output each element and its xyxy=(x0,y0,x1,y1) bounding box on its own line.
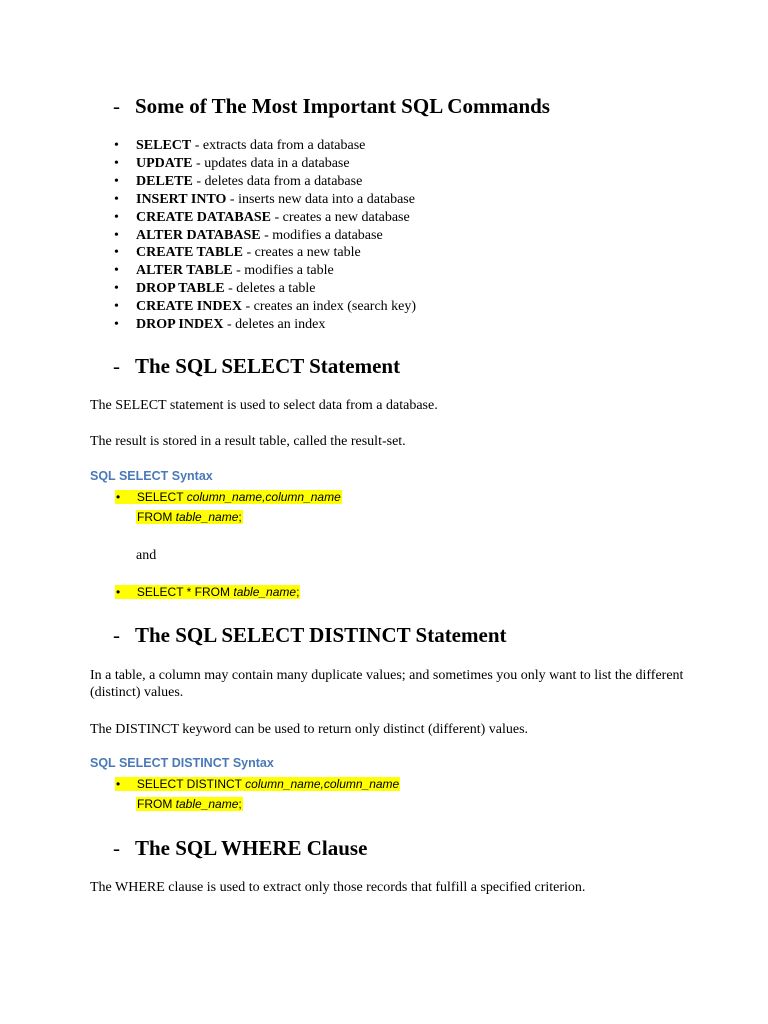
command-keyword: DELETE xyxy=(136,173,193,189)
command-keyword: CREATE INDEX xyxy=(136,299,242,315)
heading-text: Some of The Most Important SQL Commands xyxy=(135,94,550,118)
command-keyword: DROP TABLE xyxy=(136,281,225,297)
where-description: The WHERE clause is used to extract only those records that fulfill a specified criterion. xyxy=(90,880,586,895)
command-list-item xyxy=(112,227,416,245)
command-description: - updates data in a database xyxy=(192,155,350,171)
keyword-select-all: SELECT * FROM xyxy=(136,585,231,599)
command-keyword: SELECT xyxy=(136,138,192,153)
keyword-from: FROM xyxy=(137,797,173,811)
keyword-select-distinct: SELECT DISTINCT xyxy=(136,777,242,791)
command-keyword: ALTER TABLE xyxy=(136,263,233,279)
command-list-item xyxy=(112,191,416,209)
distinct-syntax-code xyxy=(115,774,400,814)
heading-text: The SQL SELECT Statement xyxy=(135,354,401,378)
command-description: - inserts new data into a database xyxy=(226,191,415,207)
command-description: - deletes data from a database xyxy=(192,173,363,189)
argument-table: table_name xyxy=(233,585,297,599)
argument-columns: column_name,column_name xyxy=(245,777,400,791)
select-result-description: The result is stored in a result table, called the result-set. xyxy=(90,434,406,449)
heading-select-distinct xyxy=(113,622,507,648)
keyword-from: FROM xyxy=(137,510,173,524)
bullet-icon: • xyxy=(116,490,121,504)
command-list-item xyxy=(112,262,416,280)
command-list xyxy=(112,137,416,334)
command-description: - creates an index (search key) xyxy=(241,299,417,315)
command-list-item xyxy=(112,155,416,173)
command-description: - creates a new table xyxy=(242,245,361,261)
command-description: - deletes an index xyxy=(223,317,326,333)
command-list-item xyxy=(112,173,416,191)
select-syntax-code xyxy=(115,487,342,527)
code-line-1 xyxy=(115,490,342,504)
heading-dash: - xyxy=(113,623,120,647)
heading-where-clause xyxy=(113,835,367,861)
select-syntax-label: SQL SELECT Syntax xyxy=(90,469,213,483)
code-terminator: ; xyxy=(238,510,242,524)
command-keyword: CREATE TABLE xyxy=(136,245,243,261)
code-line-2 xyxy=(136,510,243,524)
argument-columns: column_name,column_name xyxy=(186,490,341,504)
command-list-item xyxy=(112,298,416,316)
command-keyword: DROP INDEX xyxy=(136,317,224,333)
heading-sql-commands xyxy=(113,93,550,119)
code-terminator: ; xyxy=(296,585,300,599)
command-list-item xyxy=(112,209,416,227)
code-line-2 xyxy=(136,797,243,811)
heading-text: The SQL WHERE Clause xyxy=(135,836,368,860)
code-line-1 xyxy=(115,777,400,791)
bullet-icon: • xyxy=(116,585,121,599)
code-line-3 xyxy=(115,585,300,599)
and-text: and xyxy=(136,548,157,563)
argument-table: table_name xyxy=(175,797,239,811)
select-all-syntax-code xyxy=(115,582,300,602)
command-list-item xyxy=(112,244,416,262)
command-list-item xyxy=(112,137,416,155)
command-description: - modifies a table xyxy=(232,263,334,279)
command-description: - extracts data from a database xyxy=(191,138,366,153)
heading-dash: - xyxy=(113,94,120,118)
keyword-select: SELECT xyxy=(136,490,184,504)
bullet-icon: • xyxy=(116,777,121,791)
command-keyword: INSERT INTO xyxy=(136,191,227,207)
heading-dash: - xyxy=(113,836,120,860)
command-keyword: CREATE DATABASE xyxy=(136,209,271,225)
select-description: The SELECT statement is used to select data from a database. xyxy=(90,398,438,413)
argument-table: table_name xyxy=(175,510,239,524)
heading-select-statement xyxy=(113,353,400,379)
distinct-syntax-label: SQL SELECT DISTINCT Syntax xyxy=(90,756,274,770)
heading-dash: - xyxy=(113,354,120,378)
command-description: - modifies a database xyxy=(260,227,383,243)
command-list-item xyxy=(112,316,416,334)
distinct-keyword-description: The DISTINCT keyword can be used to return only distinct (different) values. xyxy=(90,722,529,737)
command-keyword: ALTER DATABASE xyxy=(136,227,261,243)
command-list-item xyxy=(112,280,416,298)
command-keyword: UPDATE xyxy=(136,155,193,171)
command-description: - deletes a table xyxy=(224,281,316,297)
distinct-description: In a table, a column may contain many duplicate values; and sometimes you only want to list the different (distinct) values. xyxy=(90,668,684,700)
code-terminator: ; xyxy=(238,797,242,811)
command-description: - creates a new database xyxy=(270,209,410,225)
heading-text: The SQL SELECT DISTINCT Statement xyxy=(135,623,507,647)
